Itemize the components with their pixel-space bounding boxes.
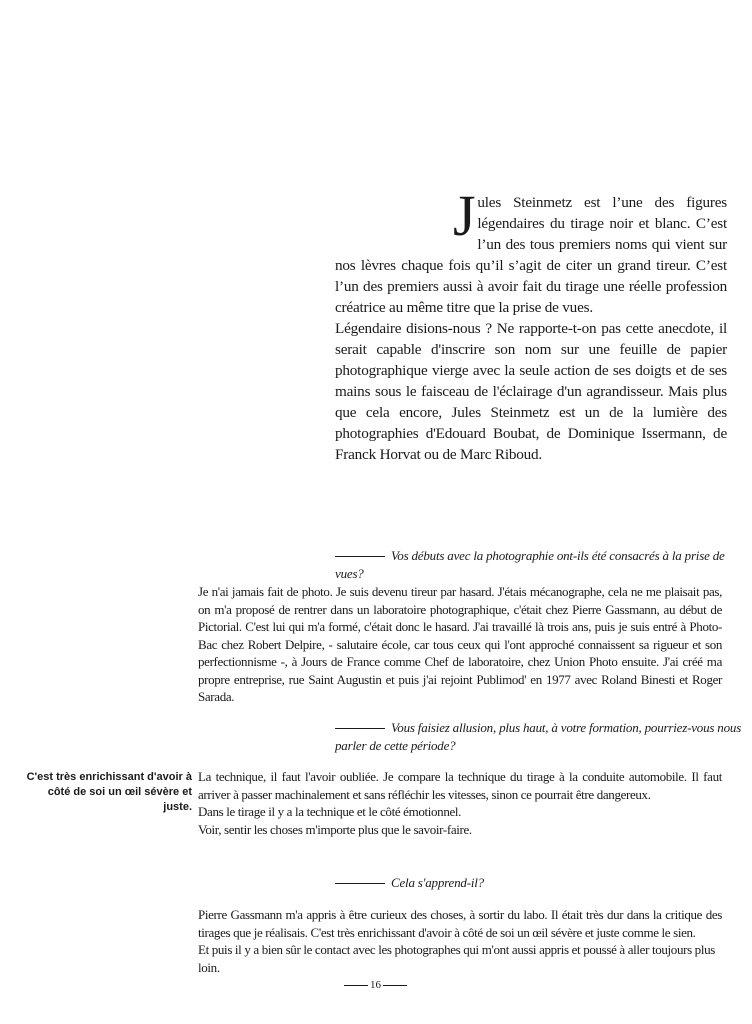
question-rule [335,883,385,884]
question-1-text: Vos débuts avec la photographie ont-ils été consacrés à la prise de vues? [335,548,725,581]
intro-text-1 [335,183,727,318]
folio-rule-left [344,985,368,986]
drop-cap: J [453,183,476,248]
answer-2 [198,768,722,838]
answer-2-paragraph-2: Dans le tirage il y a la technique et le côté émotionnel. [198,804,462,819]
question-2-line-2: parler de cette période? [335,738,456,753]
question-3 [335,874,484,892]
page-number [342,978,409,992]
pull-quote: C'est très enrichissant d'avoir à côté de soi un œil sévère et juste. [26,771,192,813]
question-rule [335,556,385,557]
answer-3-paragraph-2: Et puis il y a bien sûr le contact avec les photographes qui m'ont aussi appris et poussé à aller toujours plus loin. [198,942,715,975]
answer-1 [198,583,722,706]
question-1 [335,547,752,583]
answer-1-text: Je n'ai jamais fait de photo. Je suis devenu tireur par hasard. J'étais mécanographe, cela ne me plaisait pas, on m'a proposé de rentrer dans un laboratoire photographique, c'était chez Pierre Gassmann, au début de Pictorial. C'est lui qui m'a formé, c'était donc le hasard. J'ai travaillé là trois ans, puis je suis entré à Photo-Bac chez Robert Delpire, - salutaire école, car tous ceux qui l'ont approché connaissent sa rigueur et son perfectionnisme -, à Jours de France comme Chef de laboratoire, chez Union Photo ensuite. J'ai créé ma propre entreprise, rue Saint Augustin et puis j'ai rejoint Publimod' en 1977 avec Roland Binesti et Roger Sarada. [198,584,722,704]
question-2 [335,719,741,755]
folio-rule-right [383,985,407,986]
page-number-text: 16 [370,979,381,991]
answer-2-paragraph-1: La technique, il faut l'avoir oubliée. Je compare la technique du tirage à la conduite automobile. Il faut arriver à passer machinalement et sans réfléchir les vitesses, sinon ce pourrait être dangereux. [198,769,722,802]
question-rule [335,728,385,729]
question-2-line-1 [335,719,741,737]
intro-paragraph [335,183,727,465]
intro-text-body: ules Steinmetz est l’une des figures légendaires du tirage noir et blanc. C’est l’un des tous premiers noms qui vient sur nos lèvres chaque fois qu’il s’agit de citer un grand tireur. C’est l’un des premiers aussi à avoir fait du tirage une réelle profession créatrice au même titre que la prise de vues. [335,194,727,316]
question-3-text: Cela s'apprend-il? [391,875,484,890]
intro-text-2: Légendaire disions-nous ? Ne rapporte-t-on pas cette anecdote, il serait capable d'inscrire son nom sur une feuille de papier photographique vierge avec la seule action de ses doigts et de ses mains sous le faisceau de l'éclairage d'un agrandisseur. Mais plus que cela encore, Jules Steinmetz est un de la lumière des photographies d'Edouard Boubat, de Dominique Issermann, de Franck Horvat ou de Marc Riboud. [335,320,727,463]
question-2-text-1: Vous faisiez allusion, plus haut, à votre formation, pourriez-vous nous [391,720,742,735]
answer-3-paragraph-1: Pierre Gassmann m'a appris à être curieux des choses, à sortir du labo. Il était très dur dans la critique des tirages que je réalisais. C'est très enrichissant d'avoir à côté de soi un œil sévère et juste comme le sien. [198,907,722,940]
answer-2-paragraph-3: Voir, sentir les choses m'importe plus que le savoir-faire. [198,821,472,837]
answer-3 [198,906,722,976]
